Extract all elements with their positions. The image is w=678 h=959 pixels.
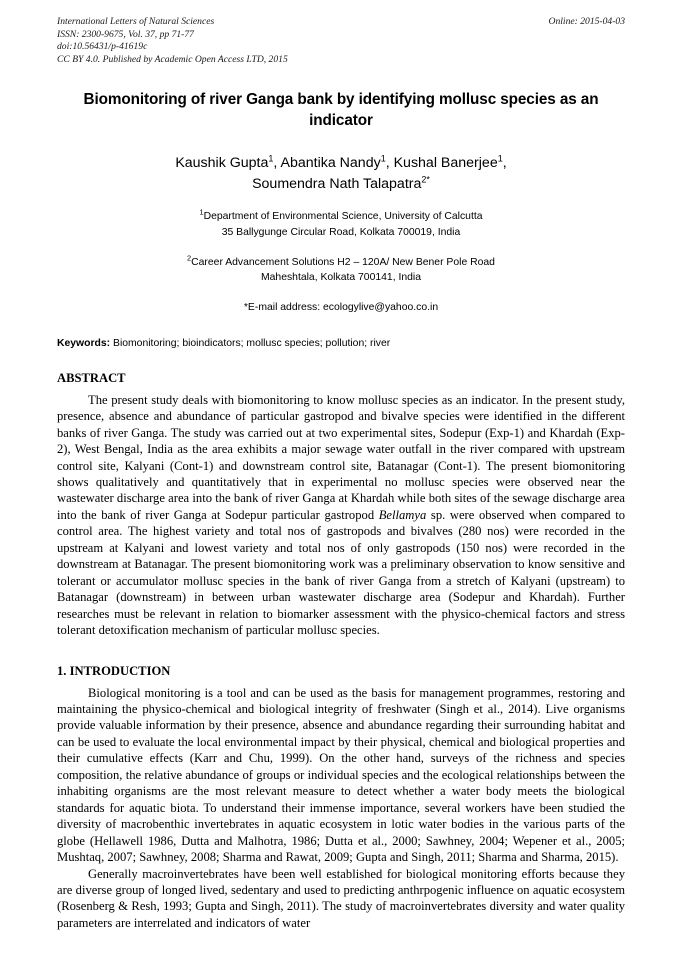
affiliation-text: Department of Environmental Science, University of Calcutta — [203, 211, 483, 223]
journal-header — [57, 16, 625, 66]
species-name: Bellamya — [378, 507, 427, 522]
journal-doi: doi:10.56431/p-41619c — [57, 41, 148, 53]
keywords-value: Biomonitoring; bioindicators; mollusc species; pollution; river — [110, 337, 391, 349]
keywords-label: Keywords: — [57, 337, 111, 349]
affiliation-text: Career Advancement Solutions H2 – 120A/ New Bener Pole Road — [191, 256, 495, 268]
online-date: Online: 2015-04-03 — [548, 16, 625, 27]
affiliation-marker: 1 — [199, 207, 204, 217]
abstract-heading: ABSTRACT — [57, 370, 126, 385]
introduction-paragraph-2: Generally macroinvertebrates have been well established for biological monitoring efforts because they are diverse group of longed lived, sedentary and used to predicting anthrpogenic influence on aquatic ecosystem (Rosenberg & Resh, 1993; Gupta and Singh, 2011). The study of macroinvertebrates diversity and water quality parameters are interrelated and indicators of water — [57, 866, 625, 930]
abstract-paragraph — [57, 392, 625, 639]
author-name: Kaushik Gupta — [175, 155, 269, 172]
abstract-text-part1: The present study deals with biomonitoring to know mollusc species as an indicator. In the present study, presence, absence and abundance of particular gastropod and bivalve species were identified in the different banks of river Ganga. The study was carried out at two experimental sites, Sodepur (Exp-1) and Khardah (Exp-2), West Bengal, India as the area exhibits a major sewage water outfall in the river compared with upstream control site, Kalyani (Cont-1) and downstream control site, Batanagar (Cont-1). The present biomonitoring shows qualitatively and quantitatively that in experimental no mollusc species were observed near the wastewater discharge area into the bank of river Ganga at Khardah while both sites of the sewage discharge area into the bank of river Ganga at Sodepur particular gastropod — [57, 392, 625, 522]
journal-license: CC BY 4.0. Published by Academic Open Access LTD, 2015 — [57, 53, 288, 65]
author-affiliation-marker: 1 — [268, 153, 274, 164]
author-name: Soumendra Nath Talapatra — [252, 176, 422, 193]
author-list — [57, 153, 625, 195]
author-affiliation-marker: 1 — [380, 153, 386, 164]
affiliation-2-line-1 — [57, 255, 625, 271]
abstract-text-part2: sp. were observed when compared to control area. The highest variety and total nos of gastropods and bivalves (280 nos) were recorded in the upstream at Kalyani and lowest variety and total nos of only gastropods (150 nos) were recorded in the downstream at Batanagar. The present biomonitoring work was a preliminary observation to know sensitive and tolerant or accumulator mollusc species in the bank of river Ganga from a stretch of Kalyani (upstream) to Batanagar (downstream) in between urban wastewater discharge area (Sodepur and Khardah). Further researches must be relevant in relation to biomarker assessment with the physico-chemical factors and stress tolerant detoxification mechanism of particular mollusc species. — [57, 507, 625, 638]
affiliation-1-line-2: 35 Ballygunge Circular Road, Kolkata 700019, India — [221, 226, 461, 238]
affiliation-marker: 2 — [187, 253, 192, 263]
author-line-2 — [57, 174, 625, 195]
introduction-paragraph-1: Biological monitoring is a tool and can be used as the basis for management programmes, restoring and maintaining the physico-chemical and biological integrity of freshwater (Singh et al., 2014). Live organisms provide valuable information by their presence, absence and abundance regarding their surrounding habitat and can be used to evaluate the local environmental impact by their physical, chemical and biological properties and their cumulative effects (Karr and Chu, 1999). On the other hand, surveys of the richness and species composition, the relative abundance of groups or individual species and the ecological relationships between the inhabiting organisms are the most relevant measure to detect whether a water body meets the biological standards for aquatic biota. To understand their immense importance, several workers have been studied the diversity of macrobenthic invertebrates in aquatic ecosystem in lotic water bodies in the various parts of the globe (Hellawell 1986, Dutta and Malhotra, 1986; Dutta et al., 2000; Sawhney, 2004; Wepener et al., 2005; Mushtaq, 2007; Sawhney, 2008; Sharma and Rawat, 2009; Gupta and Singh, 2011; Sharma and Sharma, 2015). — [57, 685, 625, 865]
affiliation-2-line-2: Maheshtala, Kolkata 700141, India — [260, 272, 421, 284]
author-affiliation-marker: 1 — [497, 153, 503, 164]
journal-name: International Letters of Natural Sciences — [57, 16, 215, 27]
affiliation-1 — [57, 209, 625, 240]
author-name: Abantika Nandy — [280, 155, 381, 172]
affiliation-1-line-1 — [57, 209, 625, 225]
corresponding-author-marker: 2* — [421, 174, 430, 185]
corresponding-email: *E-mail address: ecologylive@yahoo.co.in — [243, 301, 439, 313]
author-line-1: Kaushik Gupta$^1$, Abantika Nandy$^1$, Kushal Banerjee$^1$, — [175, 153, 507, 172]
introduction-heading: 1. INTRODUCTION — [57, 663, 171, 678]
affiliation-list — [57, 209, 625, 285]
page-title: Biomonitoring of river Ganga bank by identifying mollusc species as an indicator — [83, 91, 599, 130]
journal-issn: ISSN: 2300-9675, Vol. 37, pp 71-77 — [57, 28, 194, 40]
affiliation-2 — [57, 255, 625, 286]
keywords — [57, 336, 625, 351]
author-name: Kushal Banerjee — [393, 155, 498, 172]
